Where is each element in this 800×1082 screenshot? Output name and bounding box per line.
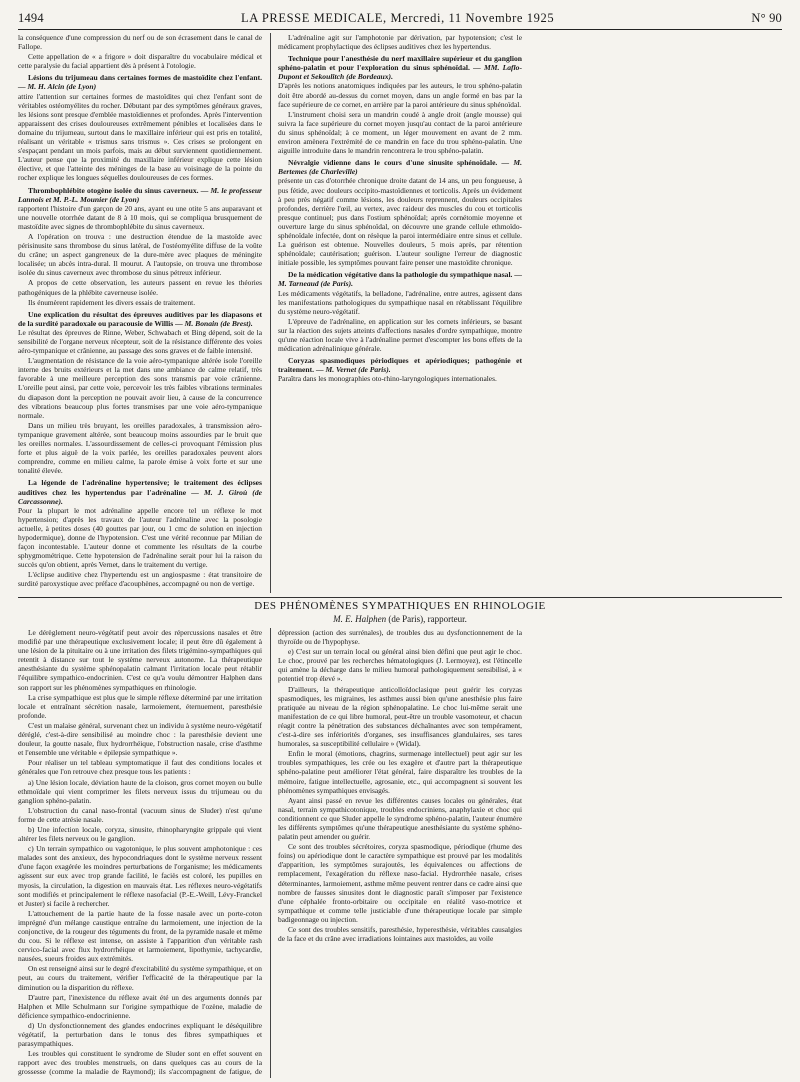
- rapporteur-name: M. E. Halphen: [333, 614, 387, 624]
- paragraph: On est renseigné ainsi sur le degré d'excitabilité du système sympathique, et on peut, au cours du traitement, vérifier l'efficacité de la thérapeutique par la diminution ou la disparition du réflexe.: [18, 964, 262, 992]
- paragraph: Les médicaments végétatifs, la belladone, l'adrénaline, entre autres, agissent dans les manifestations pathologiques du sympathique nasal en rétablissant l'équilibre du système neuro-végétatif.: [278, 288, 522, 316]
- paragraph: Paraîtra dans les monographies oto-rhino-laryngologiques internationales.: [278, 374, 497, 384]
- section-divider: [18, 597, 782, 598]
- top-article-columns: [18, 33, 782, 593]
- paragraph: présente un cas d'otorrhée chronique droite datant de 14 ans, un peu fongueuse, à pus fétide, avec douleurs occipito-mastoïdiennes et torticolis. Après un évidement à peu près négatif comme lésions, les douleurs reprennent, douleurs occipitales profondes, derrière l'œil, au vertex, avec raideur des muscles du cou et torticolis presque continuel; pus dans l'ostium sphénoïdal; après cornétomie moyenne et ouverture large du sinus sphénoïdal, on découvre une grande cellule ethmoïdo-sphénoïdale infectée, dont on résèque la paroi intermédiaire entre sinus et cellule. La guérison est obtenue. Nouvelles douleurs, 5 mois après, par rétention sphénoïdale; cautérisation; guérison. L'auteur souligne l'erreur de diagnostic initiale possible, les symptômes pouvant faire penser une mastoïdite chronique.: [278, 176, 522, 268]
- abstract-title: Une explication du résultat des épreuves auditives par les diapasons et de la surdité paradoxale ou paracousie de Willis — M. Bonain (de Brest).: [18, 309, 262, 328]
- paragraph: attire l'attention sur certaines formes de mastoïdites qui chez l'enfant sont de véritables ostéomyélites du rocher. Débutant par des symptômes généraux graves, les lésions sont presque d'emblée mastoïdiennes et profondes. Après l'intervention apparaissent des crises douloureuses extrêmement pénibles et localisées dans le domaine du trijumeau, surtout dans le maxillaire inférieur qui est pris en totalité, réalisant un véritable « trismus sans trismus ». Ces crises se prolongent en s'espaçant pendant un mois parfois, mais au début surviennent quotidiennement. L'auteur pense que la proximité du maxillaire inférieur explique cette lésion élective, et que l'atteinte des méninges de la base au voisinage de la pointe du rocher explique les longues séquelles douloureuses de ces formes.: [18, 91, 262, 183]
- paragraph: c) Un terrain sympathico ou vagotonique, le plus souvent amphotonique : ces malades sont des anxieux, des hypocondriaques dont le système nerveux ressent d'une façon exagérée les moindres perturbations de l'organisme; les médicaments agissent sur eux avec trop grande facilité, le faciès est coloré, les pupilles en myosis, la circulation, la digestion en mauvais état. Les réflexes neuro-végétatifs sont modifiés et principalement le réflexe nasofacial (P.-E.-Weill, Lévy-Franckel et Juster) si facile à rechercher.: [18, 844, 262, 908]
- abstract-title: Technique pour l'anesthésie du nerf maxillaire supérieur et du ganglion sphéno-palatin et pour l'exploration du sinus sphénoïdal. — MM. Laflo-Dupont et Sekoulitch (de Bordeaux).: [278, 54, 522, 82]
- paragraph: Le résultat des épreuves de Rinne, Weber, Schwabach et Bing dépend, soit de la sensibilité de l'organe nerveux récepteur, soit de la résistance différente des voies aéro-tympanique et crânienne, au passage des sons graves et de faible intensité.: [18, 327, 262, 356]
- section-title: DES PHÉNOMÈNES SYMPATHIQUES EN RHINOLOGIE: [254, 600, 546, 612]
- paragraph: L'augmentation de résistance de la voie aéro-tympanique altérée isole l'oreille interne des bruits extérieurs et la met dans une ambiance de calme relatif, très favorable à une meilleure perception des sons transmis par voie crânienne. L'oreille peut ainsi, par cette voie, percevoir les très faibles vibrations terminales du diapason dont la perception ne pouvait avoir lieu, à cause de la concurrence des vibrations beaucoup plus fortes transmises par une voie aéro-tympanique normale.: [18, 356, 262, 420]
- paragraph: b) Une infection locale, coryza, sinusite, rhinopharyngite grippale qui vient altérer les filets nerveux ou le ganglion.: [18, 824, 262, 844]
- section-byline: [18, 613, 782, 625]
- paragraph: Le dérèglement neuro-végétatif peut avoir des répercussions nasales et être modifié par une thérapeutique exclusivement locale; il peut être dû également à une lésion de la pituitaire ou à une irritation des filets trigémino-sympathiques qui retentit à distance sur tout le système nerveux autonome. La thérapeutique anesthésiante du système sphénopalatin calmant l'irritation locale peut rétablir l'équilibre sympathico-endocrinien. C'est ce qu'a voulu démontrer Halphen dans son rapport sur les phénomènes sympathiques en rhinologie.: [18, 628, 262, 692]
- paragraph: Ils énumèrent rapidement les divers essais de traitement.: [28, 297, 196, 307]
- paragraph: Les troubles qui constituent le syndrome de Sluder sont en effet souvent en rapport avec des troubles menstruels, on dans quelques cas au cours de la grossesse (comme la maladie de Raymond); ils s'accompagnent de fatigue, de dépression (action des surrénales), de troubles dus au dysfonctionnement de la thyroïde ou de l'hypophyse.: [18, 628, 522, 1077]
- paragraph: d) Un dysfonctionnement des glandes endocrines expliquant le déséquilibre végétatif, la perturbation dans le tonus des fibres sympathiques et parasympathiques.: [18, 1020, 262, 1049]
- paragraph: A propos de cette observation, les auteurs passent en revue les théories pathogéniques de la phlébite caverneuse isolée.: [18, 278, 262, 297]
- paragraph: rapportent l'histoire d'un garçon de 20 ans, ayant eu une otite 5 ans auparavant et une nouvelle otorrhée datant de 8 à 10 mois, qui se compliqua brusquement de mastoïdite avec signes de thrombophlébite du sinus caverneux.: [18, 203, 262, 231]
- paragraph: L'attouchement de la partie haute de la fosse nasale avec un porte-coton imprégné d'un mélange caustique entraîne du larmoiement, une injection de la conjonctive, de la rougeur des téguments du front, de la pyramide nasale et même du cou. Si le réflexe est intense, on assiste à l'apparition d'un véritable rash cervico-facial avec flux hydrorrhéique et larmoiement, lipothymie, tachycardie, nausées, sueurs froides aux extrémités.: [18, 908, 262, 964]
- paragraph: C'est un malaise général, survenant chez un individu à système neuro-végétatif déréglé, c'est-à-dire sensibilisé au moindre choc : la paresthésie devient une douleur, la goutte nasale, flux hydrorrhéique, l'obstruction nasale, crise d'asthme et l'ensemble une véritable « épilepsie sympathique ».: [18, 720, 262, 758]
- paragraph: L'instrument choisi sera un mandrin coudé à angle droit (angle mousse) qui suivra la face supérieure du cornet moyen jusqu'au contact de la paroi antérieure du sinus sphénoïdal; à ce moment, un léger mouvement en avant de 2 mm. environ amènera l'extrémité de ce mandrin en face du trou sphéno-palatin. Une aiguille introduite dans le mandrin rencontrera le trou sphéno-palatin.: [278, 109, 522, 156]
- paragraph: Cette appellation de « a frigore » doit disparaître du vocabulaire médical et cette paralysie du facial appartient dès à présent à l'otologie.: [18, 52, 262, 71]
- paragraph: L'obstruction du canal naso-frontal (vacuum sinus de Sluder) n'est qu'une forme de cette atrésie nasale.: [18, 805, 262, 824]
- paragraph: La crise sympathique est plus que le simple réflexe déterminé par une irritation locale et entraînant sécrétion nasale, larmoiement, éternuement, paresthésie profonde.: [18, 692, 262, 720]
- rapporteur-role: (de Paris), rapporteur.: [388, 614, 467, 624]
- paragraph: Pour la plupart le mot adrénaline appelle encore tel un réflexe le mot hypertension; d'après les travaux de l'auteur l'adrénaline avec la posologie actuelle, à petites doses (40 gouttes par jour, ou 1 cmc de solution en injection hypodermique), donne de l'hypotension. C'est une vérité reconnue par Milian de façon incontestable. L'auteur donne et commente les résultats de la courbe sphygmométrique. Cette hypotension de l'adrénaline serait pour lui la raison du succès qu'on obtient, après Vernet, dans le traitement du vertige.: [18, 505, 262, 570]
- paragraph: a) Une lésion locale, déviation haute de la cloison, gros cornet moyen ou bulle ethmoïdale qui vient comprimer les filets nerveux issus du trijumeau ou du ganglion sphéno-palatin.: [18, 777, 262, 805]
- abstract-title: De la médication végétative dans la pathologie du sympathique nasal. — M. Tarneaud (de Paris).: [278, 270, 522, 289]
- issue-number: N° 90: [751, 11, 782, 25]
- paragraph: Dans un milieu très bruyant, les oreilles paradoxales, à transmission aéro-tympanique gravement altérée, sont beaucoup moins assourdies par le bruit que les oreilles normales. L'assourdissement de celles-ci provoquant l'émission plus forte et plus aiguë de la voix parlée, les oreilles paradoxales peuvent alors comprendre, comme en milieu calme, la parole émise à voix forte et sur une tonalité élevée.: [18, 420, 262, 476]
- paragraph: Ce sont des troubles sécrétoires, coryza spasmodique, périodique (rhume des foins) ou apériodique dont le caractère sympathique est prouvé par les modalités d'apparition, les symptômes surajoutés, les équivalences ou affections de remplacement, l'exagération du réflexe naso-facial. Hydrorrhée nasale, crises déterminantes, larmoiement, asthme même peuvent rentrer dans ce cadre ainsi que nombre de fausses sinusites dont le diagnostic paraît s'imposer par l'existence d'une céphalée fronto-orbitaire ou occipitale en réalité vaso-motrice et sympathique et comme telle justiciable d'une thérapeutique locale par simple badigeonnage ou injection.: [278, 842, 522, 924]
- paragraph: L'épreuve de l'adrénaline, en application sur les cornets inférieurs, se basant sur la réaction des sujets atteints d'affections nasales d'ordre sympathique, montre qu'une réaction locale vive à l'adrénaline permet d'escompter les bons effets de la médication adrénalinique générale.: [278, 316, 522, 354]
- abstract-title: Coryzas spasmodiques périodiques et apériodiques; pathogénie et traitement. — M. Vernet (de Paris).: [278, 356, 522, 375]
- paragraph: e) C'est sur un terrain local ou général ainsi bien défini que peut agir le choc. Le choc, prouvé par les recherches hématologiques (J. Lermoyez), est l'étincelle qui amène la décharge dans le milieu humoral pathologiquement sensibilisé, à « potentiel trop élevé ».: [278, 647, 522, 684]
- abstract-title: La légende de l'adrénaline hypertensive; le traitement des éclipses auditives chez les hypertendus par l'adrénaline — M. J. Giroù (de Carcassonne).: [18, 478, 262, 506]
- paragraph: D'après les notions anatomiques indiquées par les auteurs, le trou sphéno-palatin doit être abordé au-dessus du cornet moyen, dans un angle formé en bas par la face supérieure de ce cornet, en arrière par la paroi antérieure du sinus sphénoïdal.: [278, 81, 522, 109]
- paragraph: A l'opération on trouva : une destruction étendue de la mastoïde avec périsinusite sans thrombose du sinus latéral, de l'ostéomyélite diffuse de la voûte du crâne; un aspect gangreneux de la dure-mère avec plaques de méningite localisée; un abcès intra-dural. Il mourut. A l'autopsie, on trouva une thrombose isolée du sinus caverneux avec thrombose du sinus pétreux inférieur.: [18, 231, 262, 278]
- report-columns: [18, 628, 782, 1078]
- abstract-title: Lésions du trijumeau dans certaines formes de mastoïdite chez l'enfant. — M. H. Alcin (de Lyon): [18, 73, 262, 92]
- page-header: [18, 4, 782, 30]
- abstract-title: Névralgie vidienne dans le cours d'une sinusite sphénoïdale. — M. Bertemes (de Charleville): [278, 158, 522, 177]
- paragraph: Enfin le moral (émotions, chagrins, surmenage intellectuel) peut agir sur les troubles sympathiques, les crée ou les exagère et d'autre part la thérapeutique sphéno-palatine peut améliorer l'état général, faire disparaître les troubles de la mémoire, fatigue intellectuelle, agrosanie, etc., qui accompagnent si souvent les phénomènes sympathiques envisagés.: [278, 749, 522, 795]
- abstract-title: Thrombophlébite otogène isolée du sinus caverneux. — M. le professeur Lannois et M. P.-L. Mounier (de Lyon): [18, 185, 262, 204]
- paragraph: D'ailleurs, la thérapeutique anticolloïdoclasique peut guérir les coryzas spasmodiques, les migraines, les asthmes aussi bien qu'une anesthésie plus faire pratiquée au niveau de la région sphénopalatine. Le choc lui-même serait une manifestation de ce qui libre humoral, peut-être un trouble vasomoteur, et chacun réagit contre la pénétration des substances déchaînantes avec son tempérament, c'est-à-dire ses infériorités d'organes, ses insuffisances glandulaires, ses tares humorales, sa susceptibilité cellulaire » (Widal).: [278, 684, 522, 749]
- publication-title: LA PRESSE MEDICALE, Mercredi, 11 Novembre 1925: [240, 11, 555, 25]
- paragraph: D'autre part, l'inexistence du réflexe avait été un des arguments donnés par Halphen et Mlle Schulmann sur l'origine sympathique de l'ozène, maladie de déficience sympathico-endocrinienne.: [18, 992, 262, 1020]
- paragraph: la conséquence d'une compression du nerf ou de son écrasement dans le canal de Fallope.: [18, 33, 262, 52]
- paragraph: L'adrénaline agit sur l'amphotonie par dérivation, par hypotension; c'est le médicament prophylactique des éclipses auditives chez les hypertendus.: [278, 33, 522, 52]
- paragraph: Ce sont des troubles sensitifs, paresthésie, hyperesthésie, véritables causalgies de la face et du crâne avec irradiations lointaines aux mastoïdes, au voile: [278, 925, 522, 944]
- paragraph: Ayant ainsi passé en revue les différentes causes locales ou générales, état nasal, terrain sympathicotonique, troubles endocriniens, anaphylaxie et choc qui conditionnent ce que Sluder appelle le syndrome sphéno-palatin, l'auteur énumère les différents symptômes qu'une thérapeutique anesthésiante du système sphéno-palatin peut amender ou guérir.: [278, 795, 522, 842]
- paragraph: L'éclipse auditive chez l'hypertendu est un angiospasme : état transitoire de surdité paroxystique avec préface d'acouphènes, accompagné ou non de vertige.: [18, 570, 262, 589]
- page-number: 1494: [18, 11, 44, 25]
- paragraph: Pour réaliser un tel tableau symptomatique il faut des conditions locales et générales que l'on retrouve chez presque tous les patients :: [18, 758, 262, 777]
